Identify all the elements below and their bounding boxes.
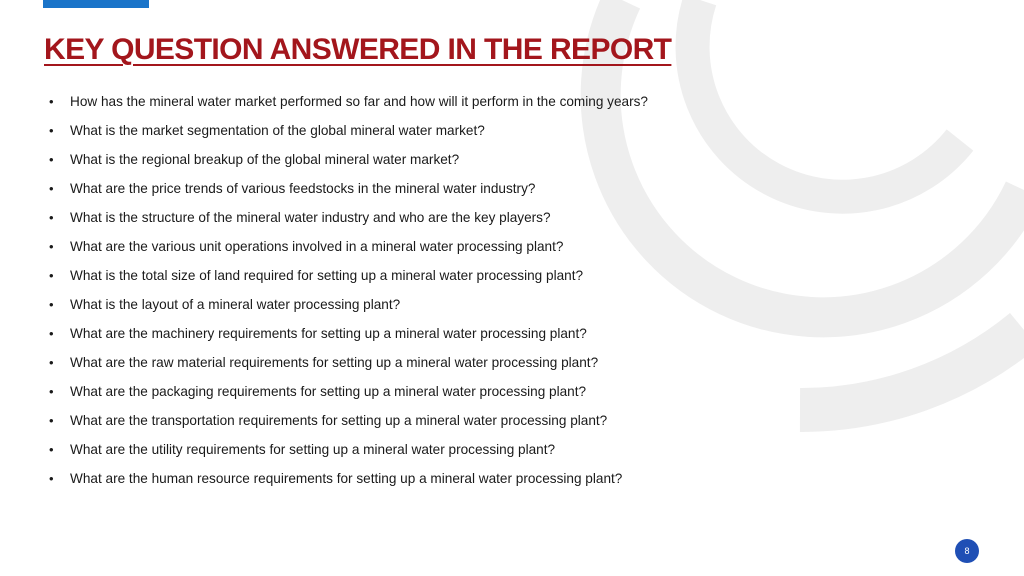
list-item: [47, 466, 648, 495]
bullet-icon: •: [49, 413, 54, 428]
list-item: [47, 234, 648, 263]
question-text: What are the machinery requirements for setting up a mineral water processing plant?: [70, 326, 587, 341]
list-item: [47, 321, 648, 350]
bullet-icon: •: [49, 471, 54, 486]
list-item: [47, 89, 648, 118]
question-text: How has the mineral water market performed so far and how will it perform in the coming years?: [70, 94, 648, 109]
list-item: [47, 205, 648, 234]
list-item: [47, 118, 648, 147]
list-item: [47, 350, 648, 379]
list-item: [47, 408, 648, 437]
list-item: [47, 147, 648, 176]
list-item: [47, 263, 648, 292]
question-text: What is the layout of a mineral water processing plant?: [70, 297, 401, 312]
bullet-icon: •: [49, 326, 54, 341]
question-list: [47, 89, 648, 495]
bullet-icon: •: [49, 181, 54, 196]
question-text: What is the total size of land required for setting up a mineral water processing plant?: [70, 268, 584, 283]
question-text: What is the market segmentation of the global mineral water market?: [70, 123, 485, 138]
question-text: What are the price trends of various feedstocks in the mineral water industry?: [70, 181, 536, 196]
bullet-icon: •: [49, 210, 54, 225]
question-text: What are the raw material requirements for setting up a mineral water processing plant?: [70, 355, 599, 370]
question-text: What are the human resource requirements for setting up a mineral water processing plant?: [70, 471, 623, 486]
page-title: KEY QUESTION ANSWERED IN THE REPORT: [44, 33, 672, 66]
bullet-icon: •: [49, 355, 54, 370]
list-item: [47, 437, 648, 466]
bullet-icon: •: [49, 384, 54, 399]
bullet-icon: •: [49, 297, 54, 312]
question-text: What are the various unit operations involved in a mineral water processing plant?: [70, 239, 564, 254]
page-number-badge: 8: [955, 539, 979, 563]
question-text: What is the structure of the mineral water industry and who are the key players?: [70, 210, 551, 225]
bullet-icon: •: [49, 94, 54, 109]
list-item: [47, 176, 648, 205]
bullet-icon: •: [49, 239, 54, 254]
bullet-icon: •: [49, 442, 54, 457]
bullet-icon: •: [49, 152, 54, 167]
bullet-icon: •: [49, 123, 54, 138]
question-text: What are the utility requirements for setting up a mineral water processing plant?: [70, 442, 556, 457]
question-text: What are the packaging requirements for setting up a mineral water processing plant?: [70, 384, 587, 399]
list-item: [47, 379, 648, 408]
question-text: What is the regional breakup of the global mineral water market?: [70, 152, 460, 167]
question-text: What are the transportation requirements for setting up a mineral water processing plant?: [70, 413, 608, 428]
list-item: [47, 292, 648, 321]
bullet-icon: •: [49, 268, 54, 283]
